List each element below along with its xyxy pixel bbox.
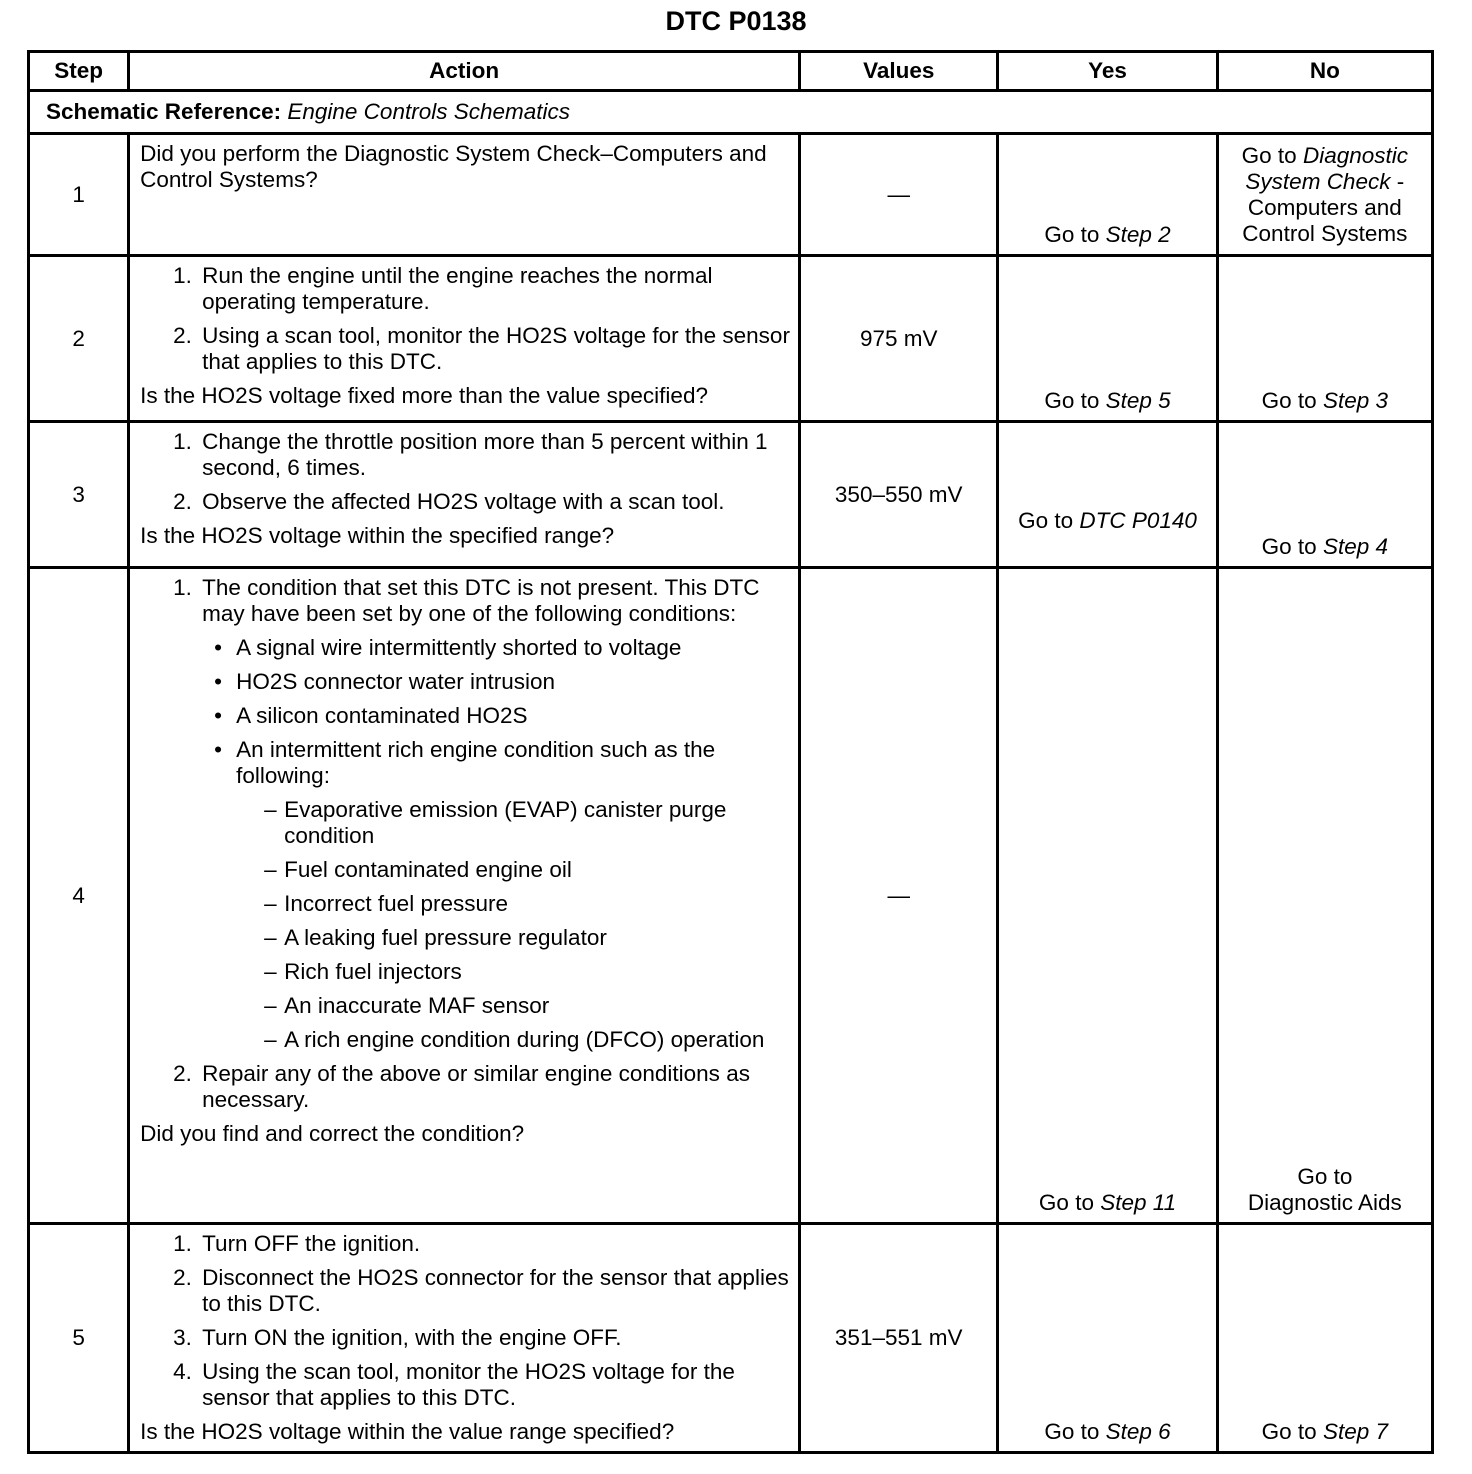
condition-item — [236, 737, 790, 1053]
header-yes: Yes — [998, 52, 1217, 91]
action-item: 2. Repair any of the above or similar engine conditions as necessary. — [198, 1061, 790, 1113]
header-step: Step — [29, 52, 129, 91]
goto-text: Go to — [1044, 388, 1100, 413]
action-item: 1. Run the engine until the engine reaches the normal operating temperature. — [198, 263, 790, 315]
action-item: 2. Disconnect the HO2S connector for the sensor that applies to this DTC. — [198, 1265, 790, 1317]
page-title: DTC P0138 — [665, 6, 807, 36]
diagnostic-table — [27, 50, 1434, 1454]
action-item: 2. Observe the affected HO2S voltage with a scan tool. — [198, 489, 790, 515]
condition-item-text: An intermittent rich engine condition such as the following: — [236, 737, 716, 788]
no-cell — [1217, 134, 1432, 256]
no-cell — [1217, 1224, 1432, 1453]
action-cell — [129, 1224, 800, 1453]
goto-text: Go to — [1261, 1419, 1317, 1444]
action-question: Is the HO2S voltage within the value range specified? — [140, 1419, 675, 1444]
action-list — [140, 263, 790, 375]
table-row — [29, 422, 1433, 568]
action-cell — [129, 134, 800, 256]
goto-text: Go to — [1038, 1190, 1094, 1215]
condition-item: • A silicon contaminated HO2S — [236, 703, 790, 729]
subcondition-item: – Evaporative emission (EVAP) canister purge condition — [264, 797, 790, 849]
value-cell: 351–551 mV — [800, 1224, 998, 1453]
step-number: 4 — [29, 568, 129, 1224]
action-question: Did you perform the Diagnostic System Check–Computers and Control Systems? — [140, 141, 767, 192]
condition-item: • A signal wire intermittently shorted to voltage — [236, 635, 790, 661]
table-row — [29, 568, 1433, 1224]
no-link[interactable]: Step 3 — [1322, 388, 1389, 413]
step-number: 5 — [29, 1224, 129, 1453]
no-link[interactable]: Diagnostic System Check — [1245, 143, 1409, 194]
action-item: 4. Using the scan tool, monitor the HO2S voltage for the sensor that applies to this DTC. — [198, 1359, 790, 1411]
yes-cell — [998, 256, 1217, 422]
schematic-reference: Engine Controls Schematics — [287, 99, 571, 124]
goto-text: Go to — [1018, 508, 1074, 533]
step-number: 2 — [29, 256, 129, 422]
yes-cell — [998, 1224, 1217, 1453]
yes-link[interactable]: DTC P0140 — [1079, 508, 1197, 533]
table-row — [29, 134, 1433, 256]
action-list — [140, 1231, 790, 1411]
no-link[interactable]: Step 7 — [1322, 1419, 1389, 1444]
table-row — [29, 1224, 1433, 1453]
yes-link[interactable]: Step 2 — [1105, 222, 1171, 247]
no-suffix: - Computers and Control Systems — [1242, 169, 1408, 246]
action-list — [140, 429, 790, 515]
no-link[interactable]: Diagnostic Aids — [1247, 1190, 1402, 1215]
value-cell: — — [800, 134, 998, 256]
no-link[interactable]: Step 4 — [1322, 534, 1389, 559]
subcondition-item: – Rich fuel injectors — [264, 959, 790, 985]
header-row — [29, 52, 1433, 91]
condition-item: • HO2S connector water intrusion — [236, 669, 790, 695]
action-cell — [129, 568, 800, 1224]
value-cell: 975 mV — [800, 256, 998, 422]
action-question: Is the HO2S voltage fixed more than the value specified? — [140, 383, 708, 408]
value-cell: — — [800, 568, 998, 1224]
schematic-row — [29, 91, 1433, 134]
condition-list — [202, 635, 790, 1053]
header-values: Values — [800, 52, 998, 91]
action-item: 3. Turn ON the ignition, with the engine OFF. — [198, 1325, 790, 1351]
value-cell: 350–550 mV — [800, 422, 998, 568]
no-cell — [1217, 422, 1432, 568]
action-item: 1. Turn OFF the ignition. — [198, 1231, 790, 1257]
action-question: Is the HO2S voltage within the specified range? — [140, 523, 615, 548]
subcondition-list — [236, 797, 790, 1053]
table-row — [29, 256, 1433, 422]
yes-link[interactable]: Step 11 — [1100, 1190, 1177, 1215]
goto-text: Go to — [1261, 388, 1317, 413]
subcondition-item: – A rich engine condition during (DFCO) operation — [264, 1027, 790, 1053]
goto-text: Go to — [1044, 222, 1100, 247]
action-item: 1. Change the throttle position more than 5 percent within 1 second, 6 times. — [198, 429, 790, 481]
action-item-text: The condition that set this DTC is not present. This DTC may have been set by one of the following conditions: — [202, 575, 760, 626]
action-cell — [129, 422, 800, 568]
goto-text: Go to — [1297, 1164, 1353, 1189]
goto-text: Go to — [1261, 534, 1317, 559]
step-number: 1 — [29, 134, 129, 256]
subcondition-item: – Fuel contaminated engine oil — [264, 857, 790, 883]
subcondition-item: – Incorrect fuel pressure — [264, 891, 790, 917]
yes-cell — [998, 568, 1217, 1224]
action-list — [140, 575, 790, 1113]
subcondition-item: – A leaking fuel pressure regulator — [264, 925, 790, 951]
no-cell — [1217, 568, 1432, 1224]
goto-text: Go to — [1044, 1419, 1100, 1444]
yes-link[interactable]: Step 5 — [1105, 388, 1171, 413]
goto-text: Go to — [1241, 143, 1297, 168]
step-number: 3 — [29, 422, 129, 568]
header-no: No — [1217, 52, 1432, 91]
action-question: Did you find and correct the condition? — [140, 1121, 525, 1146]
no-cell — [1217, 256, 1432, 422]
header-action: Action — [129, 52, 800, 91]
action-item: 2. Using a scan tool, monitor the HO2S voltage for the sensor that applies to this DTC. — [198, 323, 790, 375]
yes-cell — [998, 422, 1217, 568]
yes-cell — [998, 134, 1217, 256]
action-item — [198, 575, 790, 1053]
schematic-label: Schematic Reference: — [46, 99, 282, 124]
subcondition-item: – An inaccurate MAF sensor — [264, 993, 790, 1019]
yes-link[interactable]: Step 6 — [1105, 1419, 1171, 1444]
action-cell — [129, 256, 800, 422]
